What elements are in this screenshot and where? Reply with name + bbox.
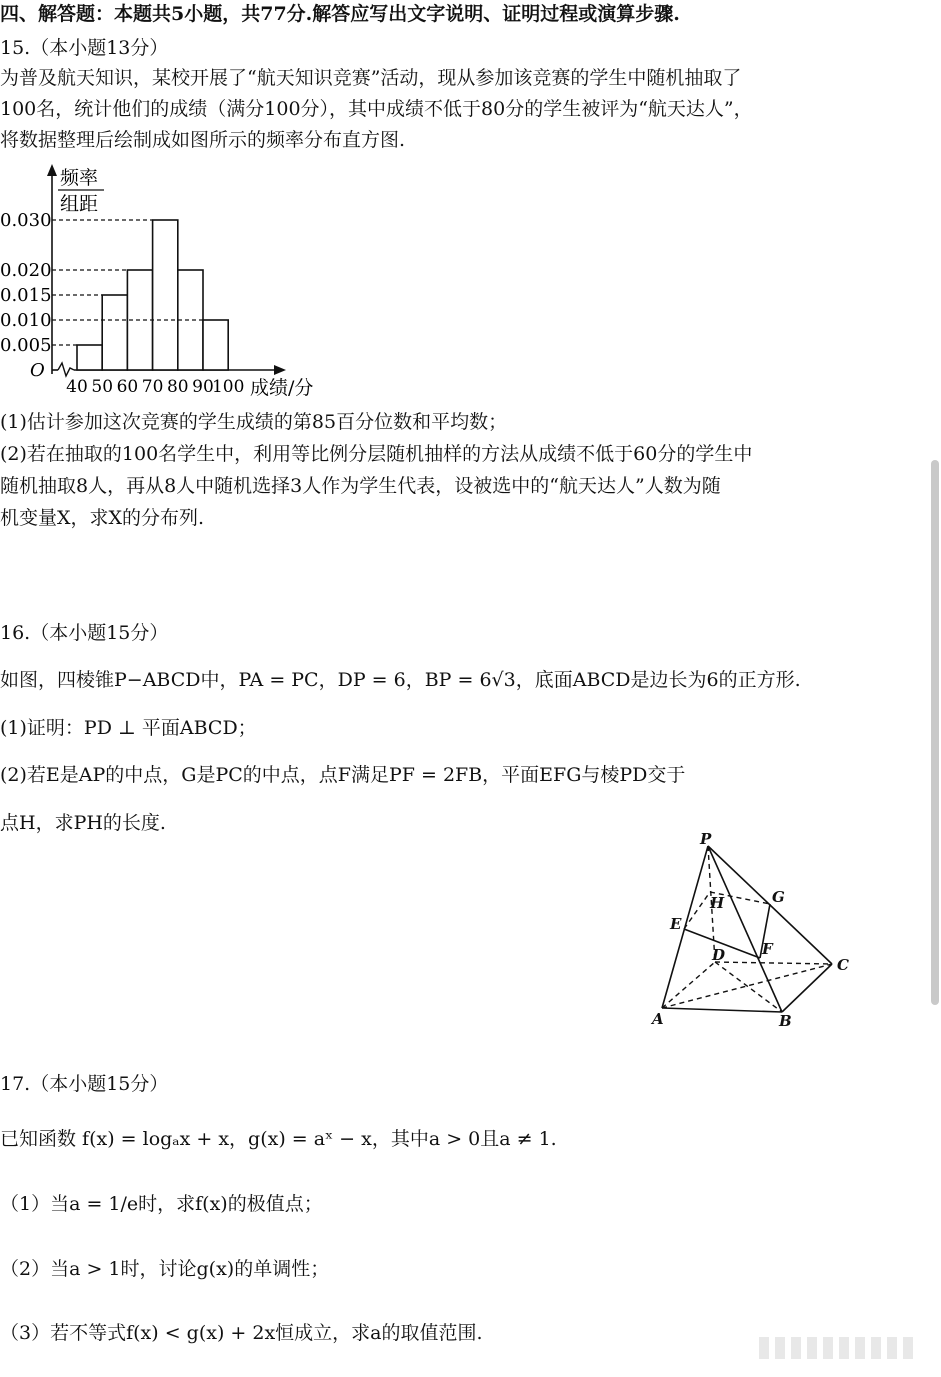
histogram-bar — [153, 220, 178, 370]
y-axis-label-denominator: 组距 — [60, 193, 99, 215]
q17-text-line: 已知函数 f(x) = logₐx + x，g(x) = aˣ − x，其中a > 0且a ≠ 1. — [0, 1128, 557, 1150]
label-g: G — [772, 888, 785, 906]
label-e: E — [670, 915, 682, 933]
label-b: B — [779, 1012, 792, 1030]
q17-part-line: （1）当a = 1/e时，求f(x)的极值点； — [0, 1193, 323, 1215]
label-p: P — [700, 830, 712, 848]
y-tick-label: 0.030 — [0, 210, 52, 231]
label-a: A — [652, 1010, 664, 1028]
y-tick-label: 0.020 — [0, 260, 52, 281]
label-d: D — [712, 946, 726, 964]
q16-header: 16.（本小题15分） — [0, 622, 169, 644]
q16-text-line: (1)证明：PD ⊥ 平面ABCD； — [0, 717, 257, 739]
edge-ab — [662, 1008, 782, 1012]
q15-text-line: 为普及航天知识，某校开展了“航天知识竞赛”活动，现从参加该竞赛的学生中随机抽取了 — [0, 67, 742, 89]
histogram-bar — [77, 345, 102, 370]
q15-part-line: 随机抽取8人，再从8人中随机选择3人作为学生代表，设被选中的“航天达人”人数为随 — [0, 475, 721, 497]
q15-header: 15.（本小题13分） — [0, 37, 169, 59]
frequency-histogram — [0, 160, 340, 400]
y-axis-arrow — [47, 164, 57, 176]
histogram-bar — [203, 320, 228, 370]
x-tick-label: 40 — [66, 377, 88, 397]
q16-text-line: 点H，求PH的长度. — [0, 812, 166, 834]
x-axis-break — [58, 363, 74, 376]
y-tick-label: 0.015 — [0, 285, 52, 306]
y-axis-label-numerator: 频率 — [60, 167, 99, 189]
edge-dc — [715, 962, 832, 964]
x-tick-label: 60 — [116, 377, 139, 397]
label-c: C — [837, 956, 849, 974]
edge-bc — [782, 964, 832, 1012]
q15-text-line: 将数据整理后绘制成如图所示的频率分布直方图. — [0, 129, 406, 151]
scrollbar[interactable] — [931, 460, 939, 1005]
x-tick-label: 100 — [211, 377, 245, 397]
diagonal-bd — [715, 962, 782, 1012]
histogram-bar — [102, 295, 127, 370]
y-tick-label: 0.010 — [0, 310, 52, 331]
q17-part-line: （2）当a > 1时，讨论g(x)的单调性； — [0, 1258, 330, 1280]
q17-header: 17.（本小题15分） — [0, 1073, 169, 1095]
q15-part-line: 机变量X，求X的分布列. — [0, 507, 205, 529]
x-axis-arrow — [274, 365, 286, 375]
y-tick-label: 0.005 — [0, 335, 52, 356]
segment-eh — [684, 892, 710, 929]
x-axis-label: 成绩/分 — [250, 377, 314, 399]
q17-part-line: （3）若不等式f(x) < g(x) + 2x恒成立，求a的取值范围. — [0, 1322, 483, 1344]
x-tick-label: 90 — [192, 377, 214, 397]
label-h: H — [710, 894, 725, 912]
pyramid-figure — [640, 826, 870, 1036]
q15-text-line: 100名，统计他们的成绩（满分100分），其中成绩不低于80分的学生被评为“航天达人”， — [0, 98, 753, 120]
x-tick-label: 70 — [141, 377, 164, 397]
section-title: 四、解答题：本题共5小题，共77分.解答应写出文字说明、证明过程或演算步骤. — [0, 3, 680, 25]
q16-text-line: (2)若E是AP的中点，G是PC的中点，点F满足PF = 2FB，平面EFG与棱PD交于 — [0, 764, 686, 786]
q15-part-line: (2)若在抽取的100名学生中，利用等比例分层随机抽样的方法从成绩不低于60分的学生中 — [0, 443, 753, 465]
watermark — [759, 1337, 919, 1359]
x-tick-label: 50 — [91, 377, 114, 397]
q15-part-line: (1)估计参加这次竞赛的学生成绩的第85百分位数和平均数； — [0, 411, 508, 433]
label-f: F — [762, 940, 773, 958]
x-tick-label: 80 — [166, 377, 189, 397]
q16-text-line: 如图，四棱锥P−ABCD中，PA = PC，DP = 6，BP = 6√3，底面ABCD是边长为6的正方形. — [0, 669, 801, 691]
origin-label: O — [30, 360, 45, 381]
